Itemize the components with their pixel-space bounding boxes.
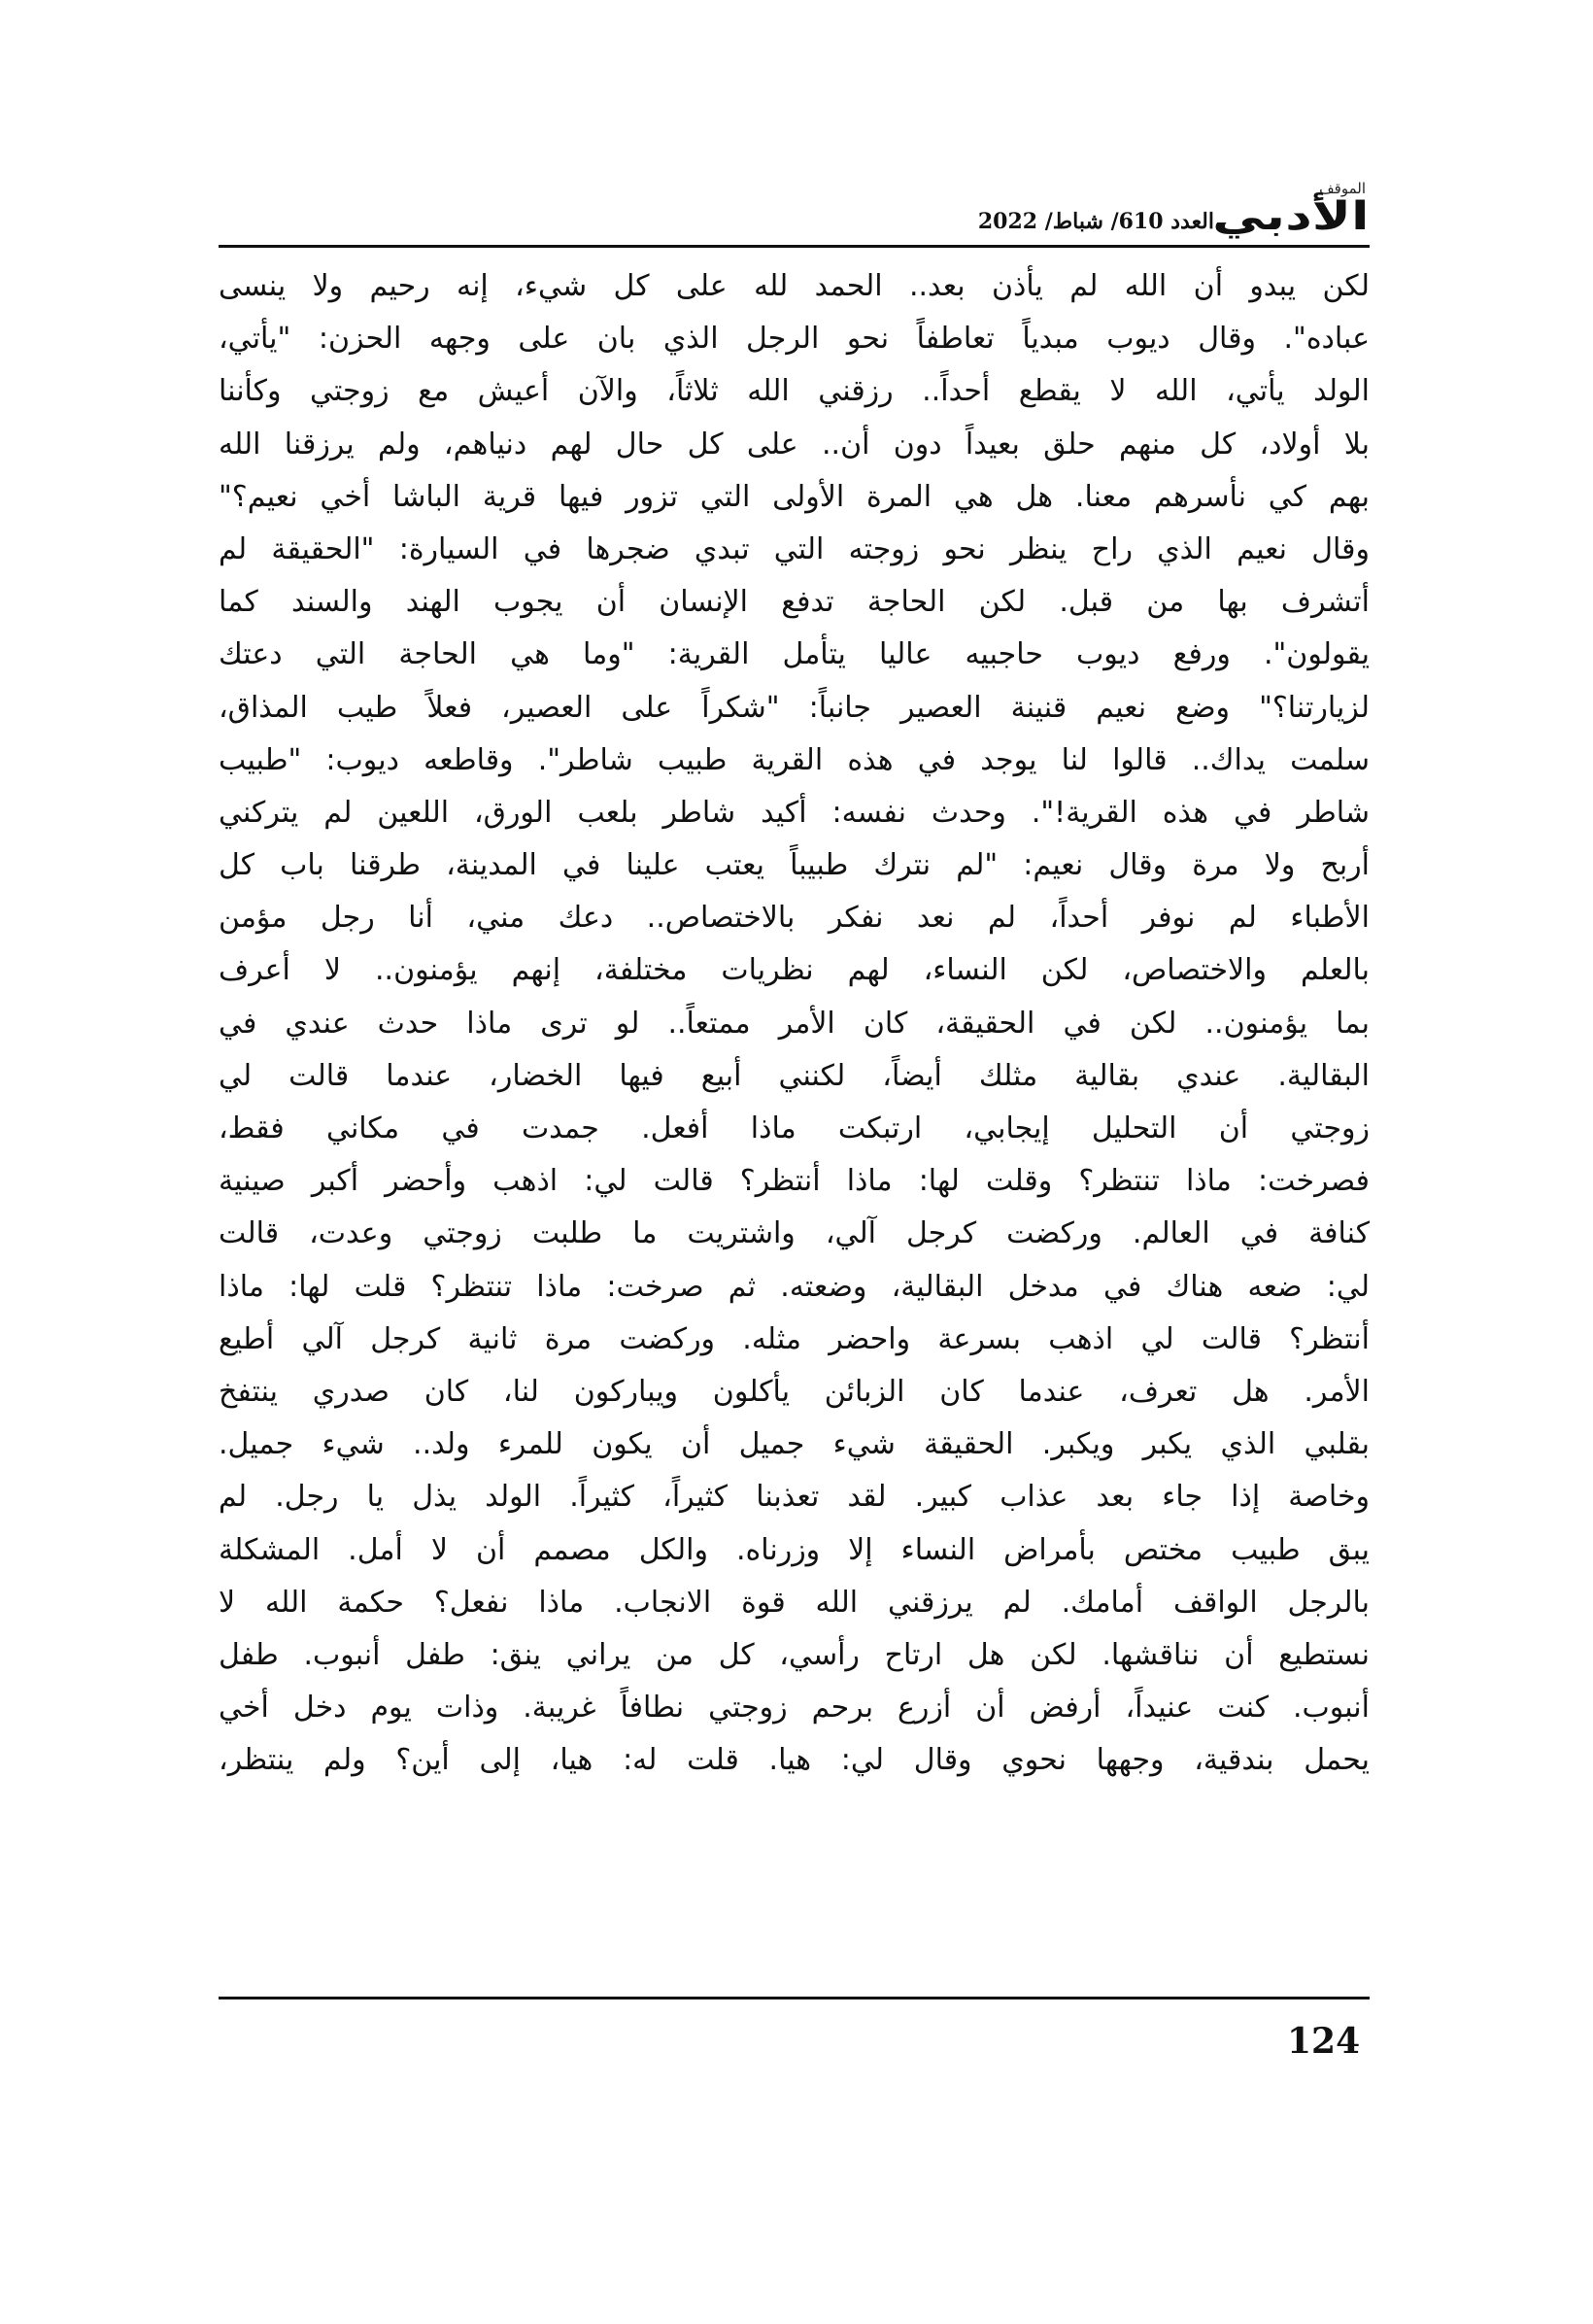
header-divider: [219, 245, 1370, 248]
text-line: أنتظر؟ قالت لي اذهب بسرعة واحضر مثله. وركضت مرة ثانية كرجل آلي أطيع: [219, 1321, 1370, 1356]
magazine-logo: [1212, 180, 1370, 244]
text-line: وقال نعيم الذي راح ينظر نحو زوجته التي تبدي ضجرها في السيارة: "الحقيقة لم: [219, 531, 1370, 566]
text-line: بالعلم والاختصاص، لكن النساء، لهم نظريات مختلفة، إنهم يؤمنون.. لا أعرف: [219, 953, 1370, 988]
text-line: الأطباء لم نوفر أحداً، لم نعد نفكر بالاختصاص.. دعك مني، أنا رجل مؤمن: [219, 901, 1370, 936]
text-line: نستطيع أن نناقشها. لكن هل ارتاح رأسي، كل من يراني ينق: طفل أنبوب. طفل: [219, 1637, 1370, 1672]
footer-divider: [219, 1997, 1370, 1999]
text-line: بقلبي الذي يكبر ويكبر. الحقيقة شيء جميل أن يكون للمرء ولد.. شيء جميل.: [219, 1427, 1370, 1462]
text-line: الولد يأتي، الله لا يقطع أحداً.. رزقني الله ثلاثاً، والآن أعيش مع زوجتي وكأننا: [219, 374, 1370, 409]
text-line: شاطر في هذه القرية!". وحدث نفسه: أكيد شاطر بلعب الورق، اللعين لم يتركني: [219, 795, 1370, 830]
text-line: أتشرف بها من قبل. لكن الحاجة تدفع الإنسان أن يجوب الهند والسند كما: [219, 585, 1370, 620]
text-line: البقالية. عندي بقالية مثلك أيضاً، لكنني أبيع فيها الخضار، عندما قالت لي: [219, 1058, 1370, 1093]
text-line: عباده". وقال ديوب مبدياً تعاطفاً نحو الرجل الذي بان على وجهه الحزن: "يأتي،: [219, 322, 1370, 357]
text-line: سلمت يداك.. قالوا لنا يوجد في هذه القرية طبيب شاطر". وقاطعه ديوب: "طبيب: [219, 742, 1370, 777]
text-line: يقولون". ورفع ديوب حاجبيه عاليا يتأمل القرية: "وما هي الحاجة التي دعتك: [219, 637, 1370, 672]
page-number: 124: [1287, 2021, 1361, 2062]
logo-subtitle: الموقف: [1319, 180, 1366, 197]
issue-info: العدد 610/ شباط/ 2022: [977, 209, 1214, 234]
text-line: يبق طبيب مختص بأمراض النساء إلا وزرناه. والكل مصمم أن لا أمل. المشكلة: [219, 1532, 1370, 1567]
text-line: كنافة في العالم. وركضت كرجل آلي، واشتريت ما طلبت زوجتي وعدت، قالت: [219, 1216, 1370, 1251]
logo-title: الأدبي: [1212, 194, 1370, 239]
text-line: لكن يبدو أن الله لم يأذن بعد.. الحمد لله على كل شيء، إنه رحيم ولا ينسى: [219, 269, 1370, 303]
article-body: [219, 260, 1370, 1990]
text-line: وخاصة إذا جاء بعد عذاب كبير. لقد تعذبنا كثيراً، كثيراً. الولد يذل يا رجل. لم: [219, 1480, 1370, 1515]
text-line: يحمل بندقية، وجهها نحوي وقال لي: هيا. قلت له: هيا، إلى أين؟ ولم ينتظر،: [219, 1743, 1370, 1778]
text-line: بالرجل الواقف أمامك. لم يرزقني الله قوة الانجاب. ماذا نفعل؟ حكمة الله لا: [219, 1585, 1370, 1620]
text-line: لزيارتنا؟" وضع نعيم قنينة العصير جانباً: "شكراً على العصير، فعلاً طيب المذاق،: [219, 690, 1370, 725]
text-line: أربح ولا مرة وقال نعيم: "لم نترك طبيباً يعتب علينا في المدينة، طرقنا باب كل: [219, 848, 1370, 883]
text-line: الأمر. هل تعرف، عندما كان الزبائن يأكلون ويباركون لنا، كان صدري ينتفخ: [219, 1374, 1370, 1409]
text-line: زوجتي أن التحليل إيجابي، ارتبكت ماذا أفعل. جمدت في مكاني فقط،: [219, 1111, 1370, 1145]
text-line: أنبوب. كنت عنيداً، أرفض أن أزرع برحم زوجتي نطافاً غريبة. وذات يوم دخل أخي: [219, 1691, 1370, 1726]
text-line: بلا أولاد، كل منهم حلق بعيداً دون أن.. على كل حال لهم دنياهم، ولم يرزقنا الله: [219, 427, 1370, 461]
text-line: بهم كي نأسرهم معنا. هل هي المرة الأولى التي تزور فيها قرية الباشا أخي نعيم؟": [219, 479, 1370, 514]
text-line: لي: ضعه هناك في مدخل البقالية، وضعته. ثم صرخت: ماذا تنتظر؟ قلت لها: ماذا: [219, 1269, 1370, 1304]
text-line: فصرخت: ماذا تنتظر؟ وقلت لها: ماذا أنتظر؟ قالت لي: اذهب وأحضر أكبر صينية: [219, 1164, 1370, 1199]
page-header: [219, 180, 1370, 248]
text-line: بما يؤمنون.. لكن في الحقيقة، كان الأمر ممتعاً.. لو ترى ماذا حدث عندي في: [219, 1006, 1370, 1041]
